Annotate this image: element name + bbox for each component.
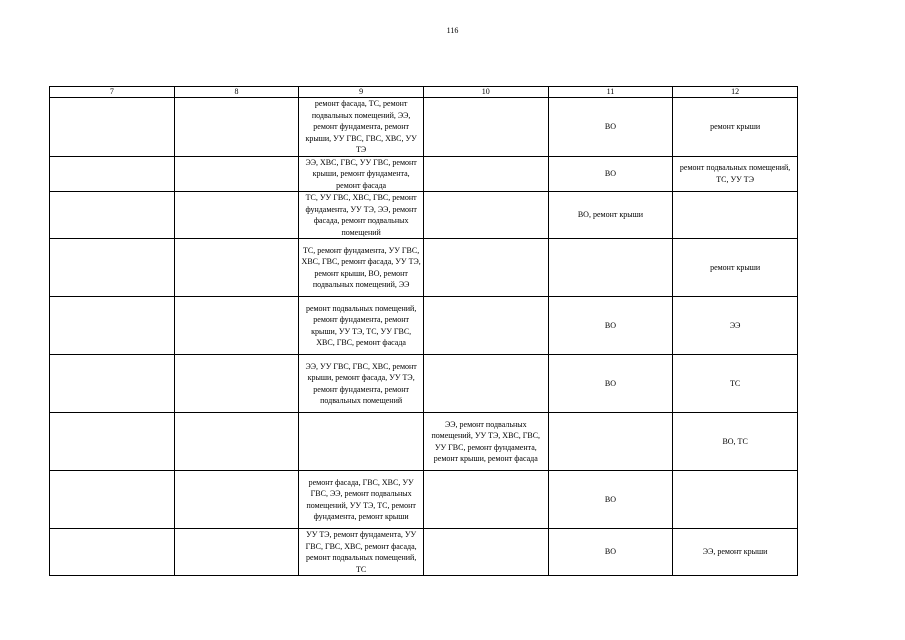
- table-cell: [423, 297, 548, 355]
- table-row: [50, 529, 798, 576]
- table-row: [50, 156, 798, 192]
- table-cell: [299, 413, 424, 471]
- table-cell: [174, 192, 299, 239]
- table-cell: [50, 156, 175, 192]
- table-cell: [50, 529, 175, 576]
- table-cell: [423, 239, 548, 297]
- table-cell: ВО, ремонт крыши: [548, 192, 673, 239]
- column-header: 11: [548, 87, 673, 98]
- table-cell: ЭЭ, ремонт крыши: [673, 529, 798, 576]
- table-row: [50, 239, 798, 297]
- table-cell: [50, 239, 175, 297]
- table-cell: [50, 413, 175, 471]
- table-cell: [423, 355, 548, 413]
- table-cell: [423, 156, 548, 192]
- table-row: [50, 192, 798, 239]
- table-cell: ВО: [548, 355, 673, 413]
- table-cell: УУ ТЭ, ремонт фундамента, УУ ГВС, ГВС, ХВС, ремонт фасада, ремонт подвальных помещений, ТС: [299, 529, 424, 576]
- column-header: 12: [673, 87, 798, 98]
- work-schedule-table: [49, 86, 798, 576]
- table-cell: [50, 297, 175, 355]
- table-cell: [423, 471, 548, 529]
- table-cell: [50, 355, 175, 413]
- table-cell: [673, 192, 798, 239]
- table-cell: [174, 297, 299, 355]
- table-cell: ВО: [548, 98, 673, 157]
- table-row: [50, 98, 798, 157]
- table-cell: [174, 471, 299, 529]
- table-cell: ремонт фасада, ГВС, ХВС, УУ ГВС, ЭЭ, ремонт подвальных помещений, УУ ТЭ, ТС, ремонт фундамента, ремонт крыши: [299, 471, 424, 529]
- table-cell: [174, 355, 299, 413]
- table-cell: ремонт крыши: [673, 239, 798, 297]
- table-cell: [423, 192, 548, 239]
- column-header: 7: [50, 87, 175, 98]
- table-cell: ВО, ТС: [673, 413, 798, 471]
- table-cell: [174, 239, 299, 297]
- table-cell: [174, 156, 299, 192]
- table-header-row: [50, 87, 798, 98]
- table-cell: ремонт подвальных помещений, ТС, УУ ТЭ: [673, 156, 798, 192]
- table-row: [50, 413, 798, 471]
- table-cell: ремонт крыши: [673, 98, 798, 157]
- table-cell: [548, 413, 673, 471]
- table-cell: ЭЭ, ХВС, ГВС, УУ ГВС, ремонт крыши, ремонт фундамента, ремонт фасада: [299, 156, 424, 192]
- table-cell: [174, 98, 299, 157]
- table-cell: ТС, ремонт фундамента, УУ ГВС, ХВС, ГВС, ремонт фасада, УУ ТЭ, ремонт крыши, ВО, ремонт подвальных помещений, ЭЭ: [299, 239, 424, 297]
- table-cell: [423, 529, 548, 576]
- table-cell: ВО: [548, 529, 673, 576]
- table-cell: [423, 98, 548, 157]
- table-cell: ТС, УУ ГВС, ХВС, ГВС, ремонт фундамента, УУ ТЭ, ЭЭ, ремонт фасада, ремонт подвальных помещений: [299, 192, 424, 239]
- column-header: 8: [174, 87, 299, 98]
- table-cell: [174, 413, 299, 471]
- table-cell: ремонт фасада, ТС, ремонт подвальных помещений, ЭЭ, ремонт фундамента, ремонт крыши, УУ ГВС, ГВС, ХВС, УУ ТЭ: [299, 98, 424, 157]
- page-number: 116: [446, 26, 459, 35]
- table-row: [50, 297, 798, 355]
- table-cell: ЭЭ: [673, 297, 798, 355]
- table-cell: ВО: [548, 156, 673, 192]
- table-cell: ВО: [548, 297, 673, 355]
- table-cell: ремонт подвальных помещений, ремонт фундамента, ремонт крыши, УУ ТЭ, ТС, УУ ГВС, ХВС, ГВС, ремонт фасада: [299, 297, 424, 355]
- table-row: [50, 471, 798, 529]
- table-cell: [50, 192, 175, 239]
- table-cell: [548, 239, 673, 297]
- table-cell: ЭЭ, УУ ГВС, ГВС, ХВС, ремонт крыши, ремонт фасада, УУ ТЭ, ремонт фундамента, ремонт подвальных помещений: [299, 355, 424, 413]
- column-header: 9: [299, 87, 424, 98]
- table-cell: [50, 471, 175, 529]
- table-cell: ЭЭ, ремонт подвальных помещений, УУ ТЭ, ХВС, ГВС, УУ ГВС, ремонт фундамента, ремонт крыши, ремонт фасада: [423, 413, 548, 471]
- table-cell: [174, 529, 299, 576]
- table-cell: [50, 98, 175, 157]
- table-cell: [673, 471, 798, 529]
- table-row: [50, 355, 798, 413]
- table-cell: ТС: [673, 355, 798, 413]
- column-header: 10: [423, 87, 548, 98]
- table-cell: ВО: [548, 471, 673, 529]
